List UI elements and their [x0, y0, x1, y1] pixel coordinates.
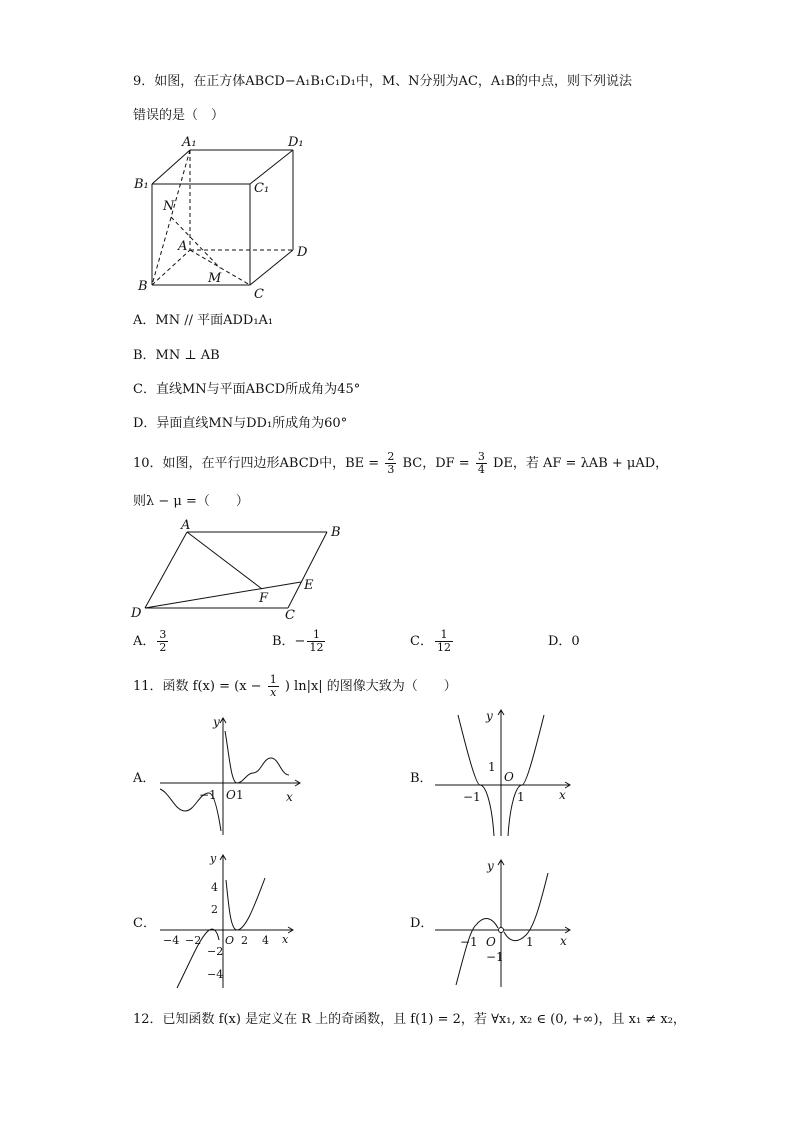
q11-stem-suffix: ) ln|x| 的图像大致为（ ）: [284, 679, 457, 694]
q11-option-b-label: B．: [410, 771, 433, 786]
q9-option-d: D．异面直线MN与DD₁所成角为60°: [133, 416, 348, 431]
q10-option-a-den: 2: [159, 641, 167, 654]
curve-right: [225, 731, 289, 783]
tick-neg1: −1: [460, 935, 478, 949]
q10-parallelogram-figure: [128, 518, 348, 622]
q10-option-c-den: 12: [436, 641, 451, 654]
q10-option-b-fraction: [307, 629, 325, 654]
q10-option-c: [410, 628, 455, 656]
x-axis-label: x: [286, 790, 293, 804]
tick-y4: 4: [211, 881, 218, 894]
q12-stem: 12．已知函数 f(x) 是定义在 R 上的奇函数，且 f(1) = 2，若 ∀x₁, x₂ ∈ (0, +∞)，且 x₁ ≠ x₂，: [133, 1012, 686, 1027]
q11-graph-d: [430, 855, 575, 990]
q9-stem-line2: 错误的是（ ）: [133, 108, 225, 123]
x-axis-label: x: [559, 788, 566, 802]
label-d: D: [297, 245, 308, 260]
label-c: C: [254, 287, 264, 302]
tick-y1: 1: [488, 760, 496, 774]
q10-stem-prefix: 10．如图，在平行四边形ABCD中，BE =: [133, 456, 380, 471]
label-b1: B₁: [134, 177, 149, 192]
x-axis-label: x: [560, 934, 567, 948]
q10-option-a-letter: A．: [133, 634, 156, 649]
y-axis-label: y: [486, 709, 493, 723]
tick-1: 1: [526, 935, 534, 949]
edge-ba-hidden: [152, 250, 190, 285]
label-b: B: [331, 525, 341, 540]
tick-yn2: −2: [207, 945, 224, 958]
label-e: E: [304, 578, 314, 593]
label-c: C: [285, 608, 295, 622]
q10-option-a-num: 3: [159, 628, 167, 641]
line-af: [187, 532, 262, 589]
label-b: B: [138, 279, 148, 294]
tick-1: 1: [236, 788, 244, 802]
curve-left: [458, 715, 494, 836]
origin-label: O: [504, 770, 514, 784]
label-m: M: [208, 271, 222, 286]
tick-neg2: −2: [185, 934, 202, 947]
q10-df-fraction: [476, 451, 487, 476]
q10-option-b: [272, 628, 327, 656]
y-axis-label: y: [487, 859, 494, 873]
q10-option-c-letter: C．: [410, 634, 433, 649]
curve-right: [504, 873, 548, 941]
q10-option-a: [133, 628, 170, 656]
q11-stem-prefix: 11．函数 f(x) = (x −: [133, 679, 262, 694]
q10-be-fraction: [385, 451, 396, 476]
q10-stem-line2: 则λ − μ =（ ）: [133, 494, 249, 509]
tick-yn1: −1: [486, 950, 504, 964]
q9-stem-line1: 9．如图，在正方体ABCD−A₁B₁C₁D₁中，M、N分别为AC，A₁B的中点，则下列说法: [133, 74, 633, 89]
label-a1: A₁: [182, 135, 197, 150]
edge-c1d1: [250, 150, 293, 184]
edge-b1a1: [152, 150, 190, 184]
q10-option-b-letter: B．−: [272, 634, 306, 649]
q10-option-c-fraction: [435, 629, 453, 654]
label-d: D: [131, 606, 142, 621]
q11-option-d-label: D．: [410, 916, 434, 931]
tick-4: 4: [262, 934, 269, 947]
curve-right: [226, 878, 265, 930]
label-f: F: [259, 591, 269, 606]
q9-cube-figure: [130, 130, 320, 302]
label-a: A: [178, 239, 188, 254]
origin-label: O: [225, 934, 235, 947]
edge-da: [145, 532, 187, 608]
tick-y2: 2: [211, 903, 218, 916]
tick-2: 2: [241, 934, 248, 947]
q10-option-b-num: 1: [307, 629, 325, 642]
q11-graph-c: [155, 850, 300, 990]
x-axis-label: x: [282, 933, 289, 946]
q11-frac-num: 1: [269, 673, 277, 686]
q10-be-den: 3: [387, 463, 395, 476]
label-a: A: [181, 518, 191, 533]
label-c1: C₁: [254, 181, 270, 196]
q11-stem: [133, 672, 457, 702]
q11-option-c-label: C．: [133, 916, 156, 931]
origin-label: O: [486, 935, 496, 949]
tick-neg1: −1: [463, 790, 481, 804]
y-axis-label: y: [210, 852, 217, 865]
origin-label: O: [226, 788, 236, 802]
q10-option-b-den: 12: [309, 641, 324, 654]
y-axis-label: y: [213, 715, 220, 729]
q11-graph-b: [430, 705, 575, 838]
q10-stem-line1: [133, 450, 668, 478]
q9-option-a: A．MN // 平面ADD₁A₁: [133, 313, 274, 328]
open-point-origin: [499, 928, 504, 933]
edge-cd: [250, 250, 293, 285]
q10-option-a-fraction: [157, 629, 168, 654]
q9-option-c: C．直线MN与平面ABCD所成角为45°: [133, 382, 361, 397]
q10-option-d: D．0: [548, 634, 580, 649]
q11-option-a-label: A．: [133, 771, 156, 786]
tick-1: 1: [517, 790, 525, 804]
q10-df-den: 4: [477, 463, 485, 476]
tick-yn4: −4: [207, 968, 224, 981]
edge-bc: [288, 532, 327, 608]
q10-df-num: 3: [477, 450, 485, 463]
label-n: N: [163, 199, 175, 214]
q10-be-num: 2: [387, 450, 395, 463]
q10-stem-mid2: DE，若 AF = λAB + μAD，: [492, 456, 669, 471]
line-de: [145, 582, 301, 608]
q11-frac-den: x: [270, 686, 277, 699]
q9-option-b: B．MN ⊥ AB: [133, 348, 220, 363]
q11-fraction: [268, 674, 279, 699]
q10-option-c-num: 1: [435, 629, 453, 642]
q10-stem-mid1: BC，DF =: [402, 456, 470, 471]
tick-neg1: −1: [199, 788, 217, 802]
tick-neg4: −4: [163, 934, 180, 947]
label-d1: D₁: [288, 135, 304, 150]
q11-graph-a: [155, 713, 305, 838]
